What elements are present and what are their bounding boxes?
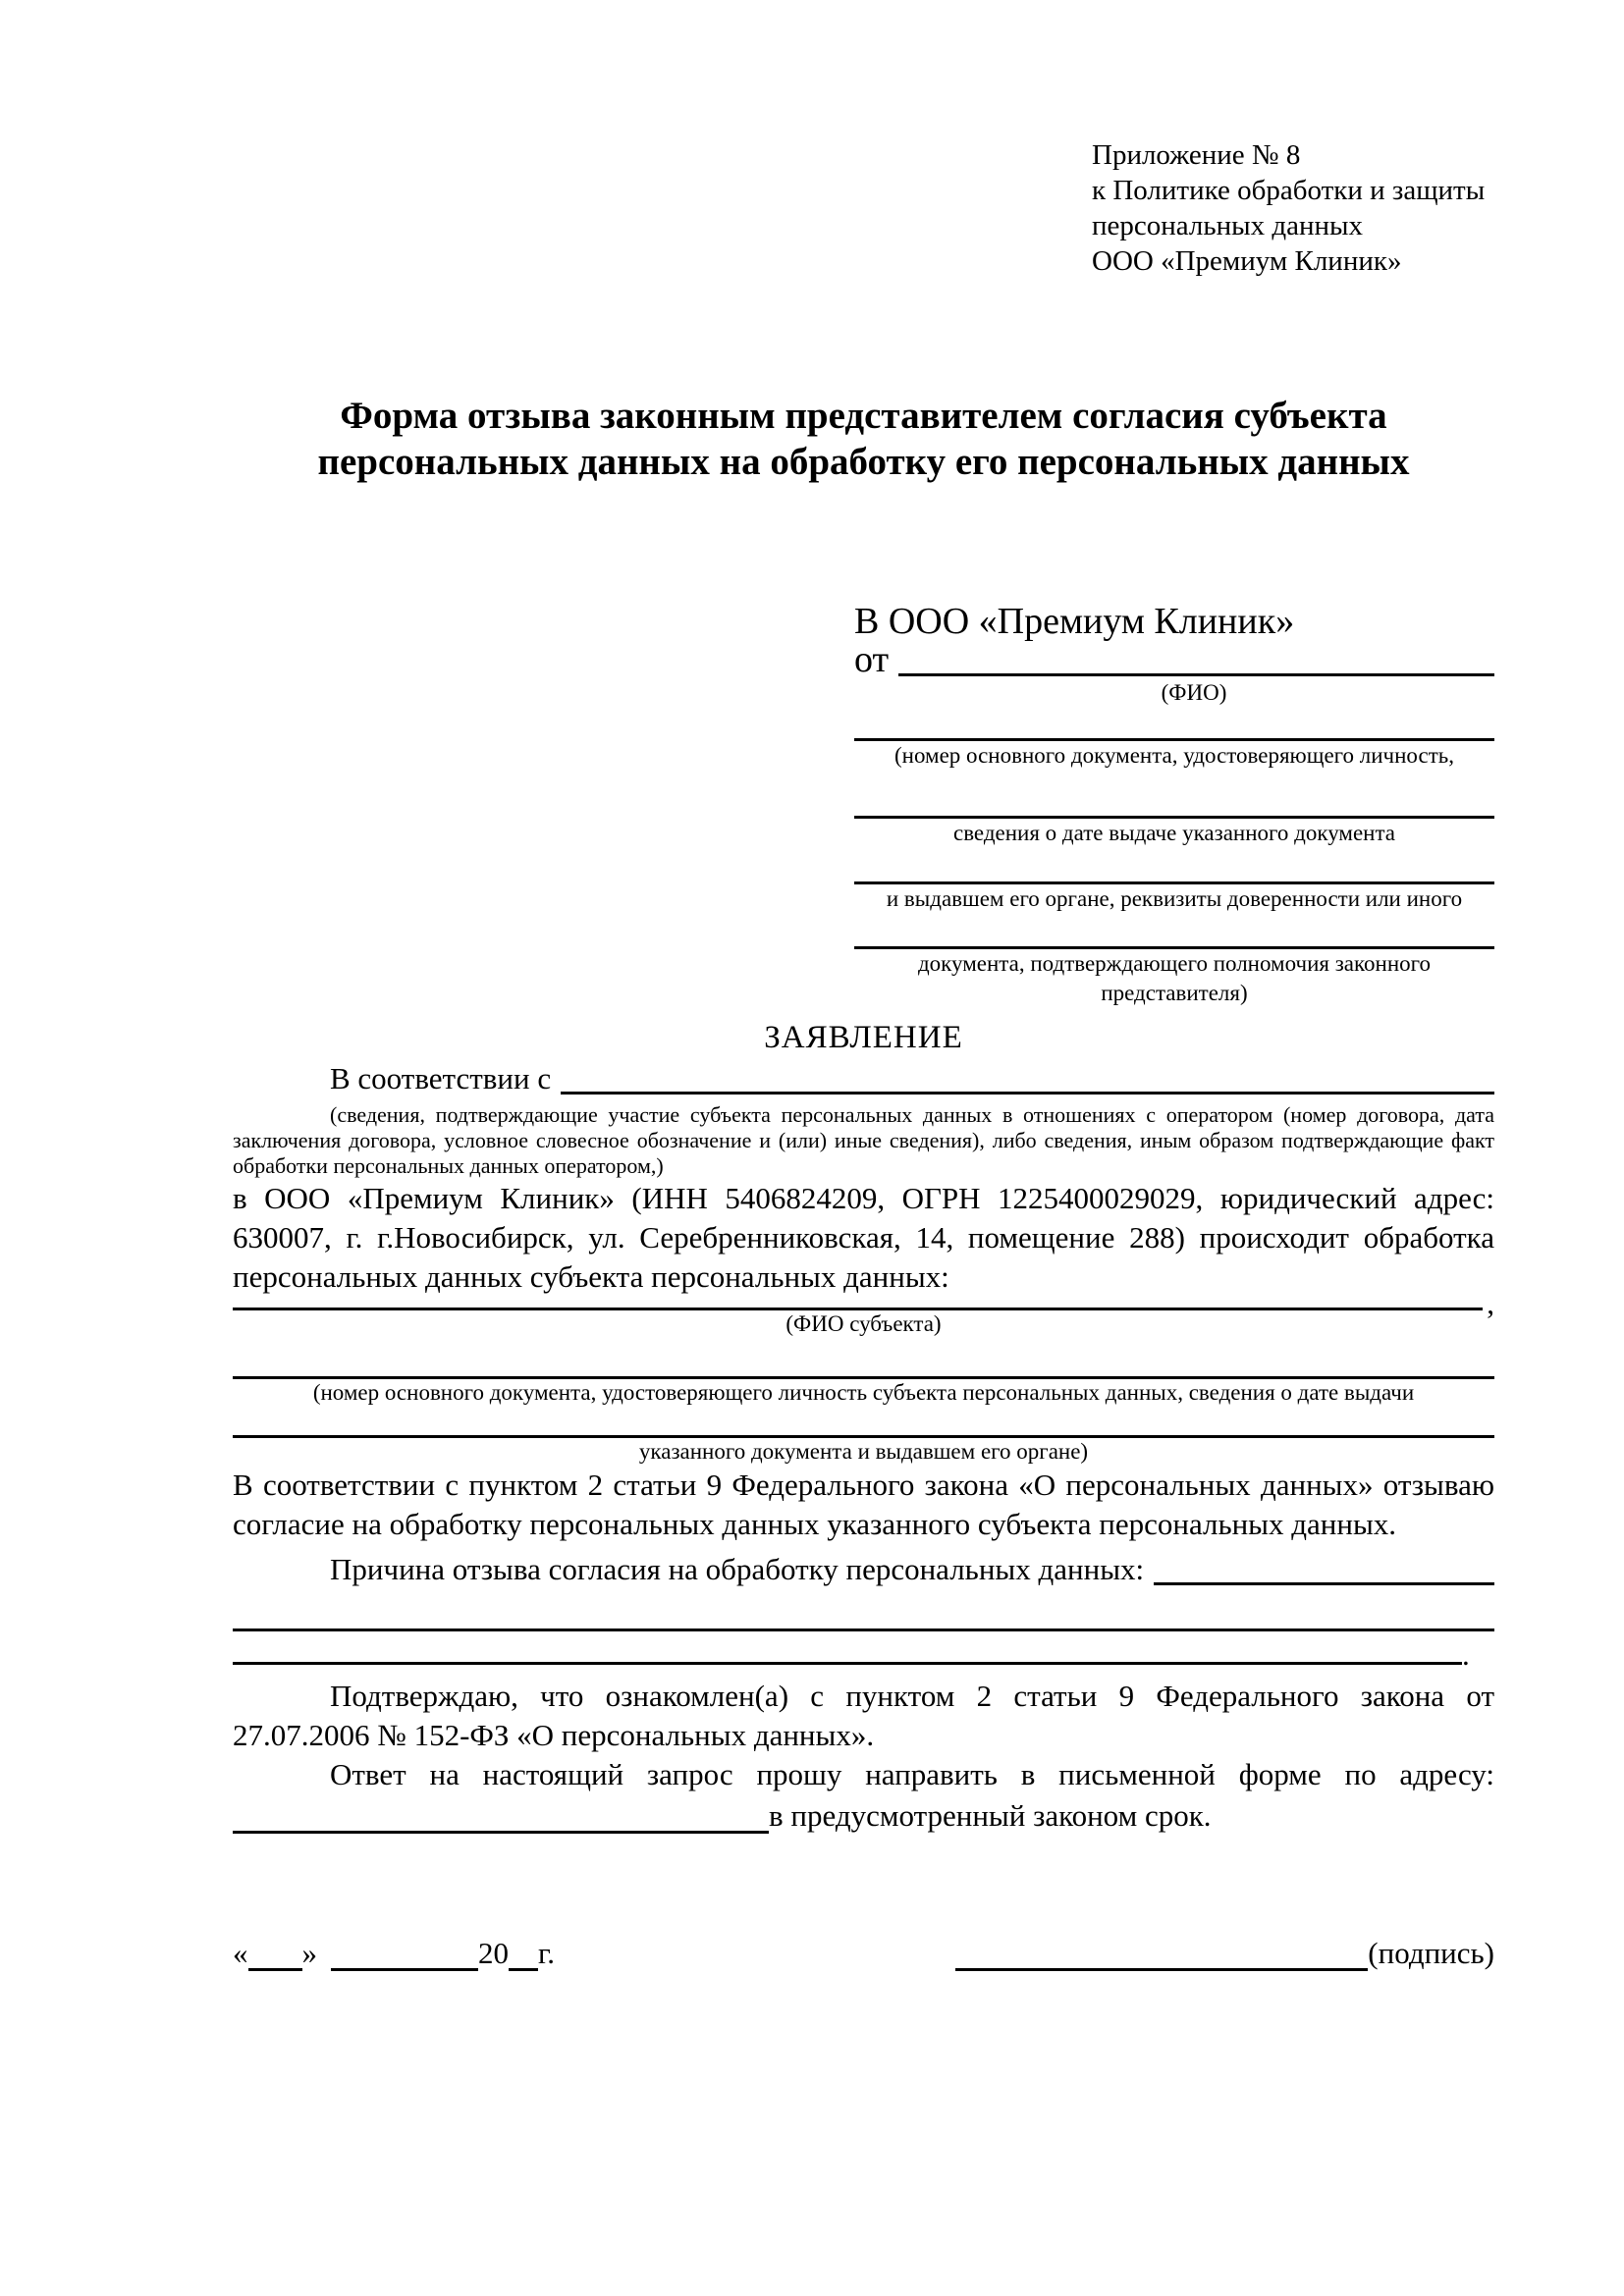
statement-body <box>233 1018 1494 1834</box>
addressee-org: В ООО «Премиум Клиник» <box>854 601 1295 642</box>
signature-caption: (подпись) <box>1368 1936 1494 1970</box>
doc-authority-caption: и выдавшем его органе, реквизиты доверенности или иного <box>886 886 1463 911</box>
date-quote-close: » <box>301 1936 317 1970</box>
subject-fio-row <box>233 1286 1494 1320</box>
basis-blank-line <box>561 1092 1494 1095</box>
doc-number-blank-line <box>854 708 1494 741</box>
date-month-blank <box>331 1939 478 1971</box>
doc-powers-caption: документа, подтверждающего полномочия законного представителя) <box>917 951 1431 1005</box>
reason-label: Причина отзыва согласия на обработку персональных данных: <box>330 1552 1145 1586</box>
subject-fio-comma: , <box>1487 1286 1494 1320</box>
fio-caption: (ФИО) <box>1161 680 1227 705</box>
withdrawal-paragraph: В соответствии с пунктом 2 статьи 9 Федерального закона «О персональных данных» отзываю согласие на обработку персональных данных указанного субъекта персональных данных. <box>233 1468 1494 1541</box>
doc-issue-date-caption: сведения о дате выдаче указанного документа <box>952 821 1396 845</box>
reason-blank-line <box>1154 1582 1494 1585</box>
reason-continuation-row-2 <box>233 1631 1494 1672</box>
reason-period: . <box>1462 1637 1470 1672</box>
doc-issue-date-blank-line <box>854 771 1494 819</box>
date-year-blank <box>509 1939 538 1971</box>
operator-paragraph: в ООО «Премиум Клиник» (ИНН 5406824209, ОГРН 1225400029029, юридический адрес: 630007, г. г.Новосибирск, ул. Серебренниковская, 14, помещение 288) происходит обработка персональных данных субъекта персональных данных: <box>233 1181 1494 1294</box>
reply-address-row <box>233 1794 1494 1834</box>
subject-doc-row-2 <box>233 1407 1494 1438</box>
doc-number-caption: (номер основного документа, удостоверяющего личность, <box>893 743 1454 768</box>
statement-heading: ЗАЯВЛЕНИЕ <box>764 1020 963 1055</box>
signature-blank-line <box>955 1939 1368 1971</box>
from-label: от <box>854 639 890 680</box>
from-row <box>854 639 1494 680</box>
from-fio-blank-line <box>898 673 1494 676</box>
doc-powers-blank-line <box>854 914 1494 949</box>
subject-doc-row-1 <box>233 1338 1494 1379</box>
date-year-prefix: 20 <box>478 1936 509 1970</box>
appendix-header-line: к Политике обработки и защиты <box>1092 175 1486 206</box>
doc-authority-blank-line <box>854 848 1494 884</box>
appendix-header-line: Приложение № 8 <box>1092 139 1301 171</box>
subject-fio-caption: (ФИО субъекта) <box>785 1311 942 1336</box>
reason-continuation-row-1 <box>233 1585 1494 1631</box>
reason-row <box>233 1554 1494 1585</box>
date-day-blank <box>248 1939 302 1971</box>
footer-row <box>233 1936 1494 1971</box>
appendix-header-line: персональных данных <box>1092 210 1364 241</box>
basis-label: В соответствии с <box>330 1061 552 1095</box>
signature-group <box>955 1936 1494 1971</box>
document-title: Форма отзыва законным представителем согласия субъекта персональных данных на обработку его персональных данных <box>317 395 1410 483</box>
reason-blank-line-3 <box>233 1662 1462 1665</box>
appendix-header <box>1092 137 1485 279</box>
subject-doc-caption-2: указанного документа и выдавшем его органе) <box>638 1439 1089 1464</box>
confirm-paragraph: Подтверждаю, что ознакомлен(а) с пунктом 2 статьи 9 Федерального закона от 27.07.2006 № 152-ФЗ «О персональных данных». <box>233 1679 1494 1752</box>
date-year-suffix: г. <box>538 1936 555 1970</box>
basis-caption: (сведения, подтверждающие участие субъекта персональных данных в отношениях с оператором (номер договора, дата заключения договора, условное словесное обозначение и (или) иные сведения), либо сведения, иным образом подтверждающие факт обработки персональных данных оператором,) <box>233 1102 1494 1178</box>
date-quote-open: « <box>233 1936 248 1970</box>
appendix-header-line: ООО «Премиум Клиник» <box>1092 245 1402 277</box>
reply-suffix: в предусмотренный законом срок. <box>769 1798 1212 1833</box>
subject-doc-caption-1: (номер основного документа, удостоверяющего личность субъекта персональных данных, сведения о дате выдачи <box>312 1380 1415 1405</box>
basis-row <box>233 1063 1494 1095</box>
reason-blank-line-2 <box>233 1629 1494 1631</box>
reply-address-paragraph: Ответ на настоящий запрос прошу направить в письменной форме по адресу: <box>330 1757 1494 1791</box>
reply-address-blank-line <box>233 1831 769 1834</box>
addressee-block <box>854 600 1494 1008</box>
